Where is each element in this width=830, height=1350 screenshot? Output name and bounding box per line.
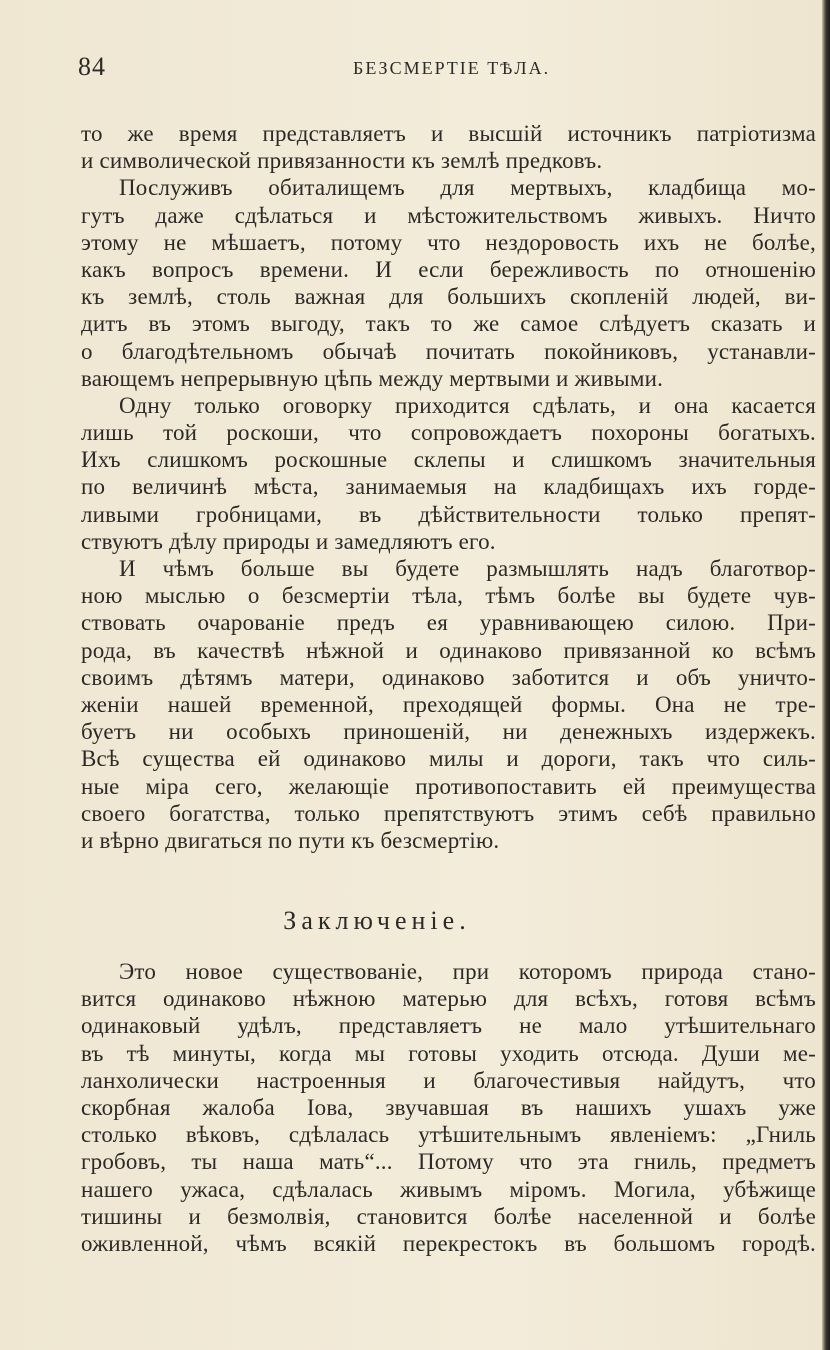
text-line: гробовъ, ты наша мать“... Потому что эта гниль, предметъ bbox=[81, 1149, 816, 1175]
text-line: гутъ даже сдѣлаться и мѣстожительствомъ живыхъ. Ничто bbox=[81, 202, 816, 228]
text-line: ствовать очарованіе предъ ея уравнивающею силою. При- bbox=[81, 610, 816, 636]
text-line: своимъ дѣтямъ матери, одинаково заботится и объ уничто- bbox=[81, 664, 816, 690]
text-line: Всѣ существа ей одинаково милы и дороги, такъ что силь- bbox=[81, 746, 816, 772]
text-line: нашего ужаса, сдѣлалась живымъ міромъ. Могила, убѣжище bbox=[81, 1176, 816, 1202]
text-line: ною мыслью о безсмертіи тѣла, тѣмъ болѣе вы будете чув- bbox=[81, 583, 816, 609]
text-line: тишины и безмолвія, становится болѣе населенной и болѣе bbox=[81, 1203, 816, 1229]
text-line: своего богатства, только препятствуютъ этимъ себѣ правильно bbox=[81, 800, 816, 826]
text-line: по величинѣ мѣста, занимаемыя на кладбищахъ ихъ горде- bbox=[81, 474, 816, 500]
text-line: дитъ въ этомъ выгоду, такъ то же самое слѣдуетъ сказать и bbox=[81, 311, 816, 337]
page-header bbox=[78, 52, 718, 86]
text-line: рода, въ качествѣ нѣжной и одинаково привязанной ко всѣмъ bbox=[81, 637, 816, 663]
text-line: вающемъ непрерывную цѣпь между мертвыми и живыми. bbox=[81, 365, 664, 391]
text-line: какъ вопросъ времени. И если бережливость по отношенію bbox=[81, 256, 816, 282]
text-line: Одну только оговорку приходится сдѣлать, и она касается bbox=[119, 392, 816, 418]
text-line: вится одинаково нѣжною матерью для всѣхъ, готовя всѣмъ bbox=[81, 986, 816, 1012]
text-line: ланхолически настроенныя и благочестивыя найдутъ, что bbox=[81, 1067, 816, 1093]
text-line: И чѣмъ больше вы будете размышлять надъ благотвор- bbox=[119, 556, 816, 581]
conclusion-text-block bbox=[81, 958, 816, 1257]
text-line: Послуживъ обиталищемъ для мертвыхъ, кладбища мо- bbox=[119, 175, 816, 201]
page-number: 84 bbox=[78, 52, 106, 81]
text-line: этому не мѣшаетъ, потому что нездоровость ихъ не болѣе, bbox=[81, 229, 816, 255]
text-line: оживленной, чѣмъ всякій перекрестокъ въ большомъ городѣ. bbox=[81, 1230, 816, 1256]
text-line: то же время представляетъ и высшій источникъ патріотизма bbox=[81, 121, 816, 146]
running-title: БЕЗСМЕРТІЕ ТѢЛА. bbox=[353, 58, 551, 78]
text-line: столько вѣковъ, сдѣлалась утѣшительнымъ явленіемъ: „Гниль bbox=[81, 1122, 816, 1148]
text-line: и символической привязанности къ землѣ предковъ. bbox=[81, 148, 603, 174]
text-line: скорбная жалоба Іова, звучавшая въ нашихъ ушахъ уже bbox=[81, 1094, 816, 1120]
text-line: въ тѣ минуты, когда мы готовы уходить отсюда. Души ме- bbox=[81, 1040, 816, 1066]
text-line: женіи нашей временной, преходящей формы. Она не тре- bbox=[81, 691, 816, 717]
text-line: одинаковый удѣлъ, представляетъ не мало утѣшительнаго bbox=[81, 1013, 816, 1039]
text-line: ливыми гробницами, въ дѣйствительности только препят- bbox=[81, 501, 816, 527]
main-text-block bbox=[81, 120, 816, 854]
text-line: ные міра сего, желающіе противопоставить ей преимущества bbox=[81, 773, 816, 799]
book-spine-edge bbox=[822, 0, 830, 1350]
text-line: буетъ ни особыхъ приношеній, ни денежныхъ издержекъ. bbox=[81, 719, 816, 745]
text-line: Ихъ слишкомъ роскошные склепы и слишкомъ значительныя bbox=[81, 447, 816, 473]
text-line: ствуютъ дѣлу природы и замедляютъ его. bbox=[81, 528, 496, 554]
text-line: Это новое существованіе, при которомъ природа стано- bbox=[119, 959, 816, 984]
section-heading: Заключеніе. bbox=[283, 906, 471, 935]
text-line: лишь той роскоши, что сопровождаетъ похороны богатыхъ. bbox=[81, 420, 816, 446]
text-line: о благодѣтельномъ обычаѣ почитать покойниковъ, устанавли- bbox=[81, 338, 816, 364]
text-line: къ землѣ, столь важная для большихъ скопленій людей, ви- bbox=[81, 284, 816, 310]
text-line: и вѣрно двигаться по пути къ безсмертію. bbox=[81, 827, 500, 853]
